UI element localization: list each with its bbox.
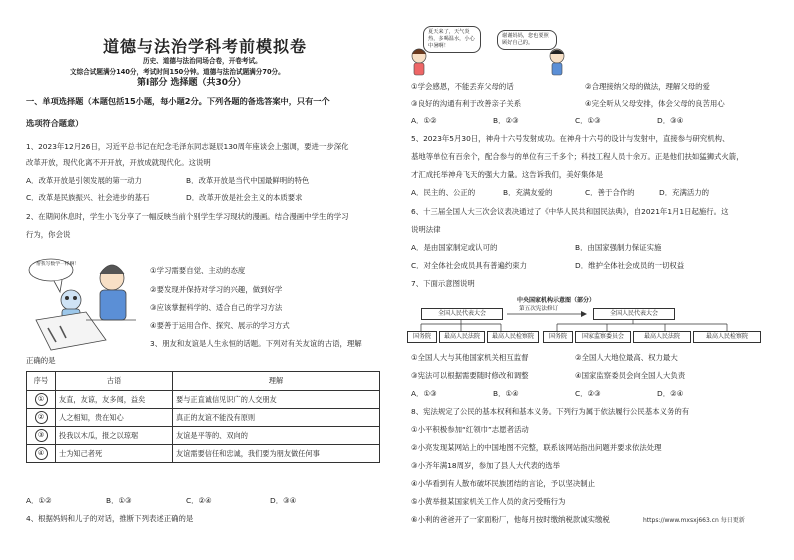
site-watermark: https://www.mxsxj663.cn 每日更新 xyxy=(643,517,745,524)
diagram-right-state-council: 国务院 xyxy=(543,331,573,343)
diagram-left-supreme-court: 最高人民法院 xyxy=(439,331,485,343)
q6-option-a: A．是由国家制定或认可的 xyxy=(411,243,498,252)
q8-option-1: ①小平积极参加“红领巾”志愿者活动 xyxy=(411,425,529,434)
q2-option-1: ①学习需要自觉、主动的态度 xyxy=(150,266,246,275)
q3-option-c: C．②④ xyxy=(186,496,212,505)
q7-option-b: B．①④ xyxy=(493,389,519,398)
q1-option-a: A．改革开放是引领发展的第一动力 xyxy=(26,176,142,185)
q3-row-meaning: 友谊是平等的、双向的 xyxy=(173,427,380,445)
q5-option-b: B．充满友爱的 xyxy=(503,188,553,197)
q4-option-a: A．①② xyxy=(411,116,437,125)
diagram-title: 中央国家机构示意图（部分） xyxy=(517,297,596,304)
q2-stem: 2、在期间休息时，学生小飞分享了一幅反映当前个别学生学习现状的漫画。结合漫画中学生的学习 xyxy=(26,212,349,221)
section-title-cont: 选项符合题意） xyxy=(26,118,84,128)
q3-option-d: D．③④ xyxy=(270,496,297,505)
q4-option-4: ④完全听从父母安排，体会父母的良苦用心 xyxy=(585,99,725,108)
q1-option-c: C．改革是民族振兴、社会进步的基石 xyxy=(26,193,150,202)
exam-title: 道德与法治学科考前模拟卷 xyxy=(102,37,307,56)
q3-table xyxy=(26,371,380,463)
q3-row-saying: 友直，友谅，友多闻，益矣 xyxy=(56,391,173,409)
q3-header-no: 序号 xyxy=(27,372,56,391)
diagram-right-procuratorate: 最高人民检察院 xyxy=(693,331,761,343)
q3-row-saying: 士为知己者死 xyxy=(56,445,173,463)
diagram-left-procuratorate: 最高人民检察院 xyxy=(487,331,539,343)
q7-option-1: ①全国人大与其他国家机关相互监督 xyxy=(411,353,529,362)
q3-row-number: ③ xyxy=(35,429,48,442)
diagram-right-supervisory-commission: 国家监察委员会 xyxy=(575,331,631,343)
q3-option-a: A．①② xyxy=(26,496,52,505)
q3-row-saying: 投我以木瓜，报之以琼琚 xyxy=(56,427,173,445)
q5-stem-cont: 基地等单位有百余个，配合参与的单位有三千多个；科技工程人员十余万。正是他们扶如猛狮式火箭， xyxy=(411,152,744,161)
q7-option-a: A．①③ xyxy=(411,389,437,398)
table-row xyxy=(27,409,380,427)
diagram-left-npc: 全国人民代表大会 xyxy=(421,308,503,320)
q8-option-3: ③小齐年满18周岁，参加了县人大代表的选举 xyxy=(411,461,561,470)
diagram-lines xyxy=(397,0,794,560)
q6-stem-cont: 说明法律 xyxy=(411,225,441,234)
diagram-left-state-council: 国务院 xyxy=(407,331,437,343)
q6-option-d: D．维护全体社会成员的一切权益 xyxy=(575,261,685,270)
q3-stem-cont: 正确的是 xyxy=(26,356,56,365)
q4-option-b: B．②③ xyxy=(493,116,519,125)
cartoon-bubble-text: 帮我写数学一样啊！ xyxy=(36,262,80,267)
q2-option-4: ④要善于运用合作、探究、展示的学习方式 xyxy=(150,321,290,330)
q5-option-d: D．充满活力的 xyxy=(659,188,710,197)
q5-option-c: C．善于合作的 xyxy=(585,188,635,197)
q3-row-number: ① xyxy=(35,393,48,406)
q1-option-b: B．改革开放是当代中国最鲜明的特色 xyxy=(186,176,310,185)
q7-option-3: ③宪法可以根据需要随时修改和调整 xyxy=(411,371,529,380)
subtitle-line2: 文综合试题满分140分，考试时间150分钟。道德与法治试题满分70分。 xyxy=(70,68,285,76)
q5-option-a: A．民主的、公正的 xyxy=(411,188,476,197)
table-row xyxy=(27,427,380,445)
q3-row-meaning: 要与正直诚信见识广的人交朋友 xyxy=(173,391,380,409)
q8-option-2: ②小亮发现某网站上的中国地图不完整，联系该网站指出问题并要求依法处理 xyxy=(411,443,662,452)
section-title: 一、单项选择题（本题包括15小题，每小题2分。下列各题的备选答案中，只有一个 xyxy=(26,96,330,106)
q7-option-2: ②全国人大地位最高、权力最大 xyxy=(575,353,678,362)
table-row xyxy=(27,445,380,463)
q3-row-meaning: 友谊需要信任和忠诚，我们要为朋友做任何事 xyxy=(173,445,380,463)
mother-speech-bubble: 夏天来了，天气炎热，多喝温水，小心中暑啊！ xyxy=(423,26,481,53)
q2-option-3: ③应该掌握科学的、适合自己的学习方法 xyxy=(150,303,283,312)
q3-header-saying: 古语 xyxy=(56,372,173,391)
subtitle-line1: 历史、道德与法治同场合卷，开卷考试。 xyxy=(143,57,262,65)
q7-option-c: C．②③ xyxy=(575,389,601,398)
diagram-arrow-label: 第五次宪法修订 xyxy=(519,306,559,312)
q3-option-b: B．①③ xyxy=(106,496,132,505)
q4-option-c: C．①③ xyxy=(575,116,601,125)
q3-row-saying: 人之相知，贵在知心 xyxy=(56,409,173,427)
q3-stem: 3、朋友和友谊是人生永恒的话题。下列对有关友谊的古语，理解 xyxy=(150,339,362,348)
diagram-right-supreme-court: 最高人民法院 xyxy=(633,331,691,343)
q8-option-5: ⑤小黄举报某国家机关工作人员的贪污受贿行为 xyxy=(411,497,566,506)
q5-stem: 5、2023年5月30日，神舟十六号发射成功。在神舟十六号的设计与发射中，直接参与研究机构、 xyxy=(411,134,730,143)
q7-stem: 7、下面示意图说明 xyxy=(411,279,475,288)
q4-option-2: ②合理接纳父母的做法，理解父母的爱 xyxy=(585,82,710,91)
q1-stem-cont: 改革开放，现代化离不开开放，开放成就现代化。这说明 xyxy=(26,158,211,167)
q1-option-d: D．改革开放是社会主义的本质要求 xyxy=(186,193,303,202)
q2-stem-cont: 行为，你会说 xyxy=(26,230,71,239)
q2-option-2: ②要发现并保持对学习的兴趣，做到好学 xyxy=(150,285,283,294)
q3-header-meaning: 理解 xyxy=(173,372,380,391)
q8-option-4: ④小华看到有人散布破坏民族团结的言论，予以坚决制止 xyxy=(411,479,596,488)
q3-row-number: ② xyxy=(35,411,48,424)
q4-option-d: D．③④ xyxy=(657,116,684,125)
q7-option-4: ④国家监察委员会向全国人大负责 xyxy=(575,371,686,380)
q4-option-3: ③良好的沟通有利于改善亲子关系 xyxy=(411,99,522,108)
q5-stem-cont2: 才汇成托举神舟飞天的强大力量。这告诉我们，美好集体是 xyxy=(411,170,604,179)
q7-option-d: D．②④ xyxy=(657,389,684,398)
part-title: 第Ⅰ部分 选择题（共30分） xyxy=(137,78,247,88)
q3-row-number: ④ xyxy=(35,447,48,460)
q8-option-6: ⑥小利的爸爸开了一家面粉厂，他每月按时缴纳税款诚实缴税 xyxy=(411,515,610,524)
q3-row-meaning: 真正的友谊不能没有原则 xyxy=(173,409,380,427)
right-column xyxy=(397,0,794,560)
q8-stem: 8、宪法规定了公民的基本权利和基本义务。下列行为属于依法履行公民基本义务的有 xyxy=(411,407,690,416)
son-speech-bubble: 谢谢妈妈，您也要照顾好自己的。 xyxy=(497,30,557,50)
q6-stem: 6、十三届全国人大三次会议表决通过了《中华人民共和国民法典》，自2021年1月1日起施行。这 xyxy=(411,207,729,216)
q4-option-1: ①学会感恩，不能丢弃父母的话 xyxy=(411,82,514,91)
q1-stem: 1、2023年12月26日，习近平总书记在纪念毛泽东同志诞辰130周年座谈会上强调，要进一步深化 xyxy=(26,142,349,151)
q6-option-b: B．由国家强制力保证实施 xyxy=(575,243,662,252)
diagram-right-npc: 全国人民代表大会 xyxy=(593,308,675,320)
table-row xyxy=(27,391,380,409)
q3-table-header xyxy=(27,372,380,391)
q6-option-c: C．对全体社会成员具有普遍约束力 xyxy=(411,261,528,270)
q4-stem: 4、根据妈妈和儿子的对话，推断下列表述正确的是 xyxy=(26,514,194,523)
